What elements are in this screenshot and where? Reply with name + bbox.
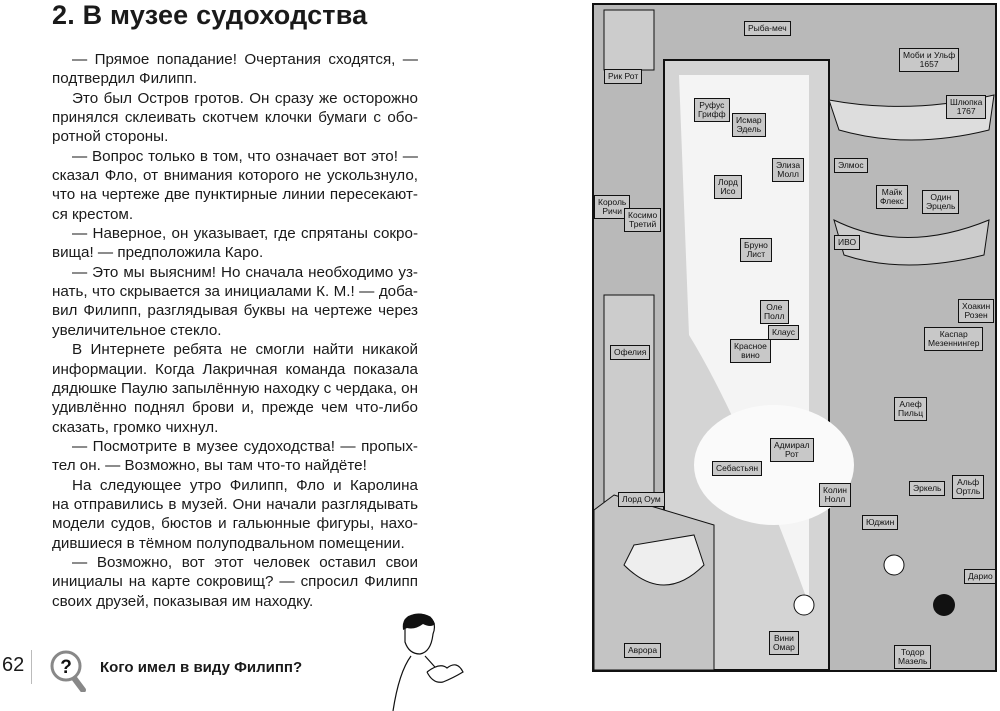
label-eliza: Элиза Молл [772, 158, 804, 182]
page-number: 62 [2, 654, 25, 676]
text-line: нать, что скрывается за инициалами К. М.! — доба- [52, 283, 418, 301]
text-line: своих друзей, показывая им находку. [52, 592, 314, 610]
label-ivo: ИВО [834, 235, 860, 250]
text-line: — Посмотрите в музее судоходства! — пропых- [72, 437, 418, 455]
question-text: Кого имел в виду Филипп? [100, 659, 303, 676]
boy-with-bird-drawing [385, 612, 465, 711]
chapter-title: 2. В музее судоходства [52, 0, 368, 30]
label-klaus: Клаус [768, 325, 799, 340]
label-avrora: Аврора [624, 643, 661, 658]
text-line: удивлённо поднял брови и, прежде чем что-либо [52, 399, 418, 417]
label-rick-rot: Рик Рот [604, 69, 642, 84]
magnifier-question-icon [50, 650, 86, 692]
text-line: — Наверное, он указывает, где спрятаны сокро- [72, 225, 418, 243]
text-line: На следующее утро Филипп, Фло и Каролина [72, 476, 418, 494]
text-line: вил Филипп, разглядывая буквы на чертеже через [52, 302, 418, 320]
text-line: что на чертеже две пунктирные линии пересекают- [52, 186, 418, 204]
label-ofelia: Офелия [610, 345, 650, 360]
text-line: инициалы на карте сокровищ? — спросил Филипп [52, 573, 418, 591]
label-vini: Вини Омар [769, 631, 799, 655]
label-alef: Алеф Пильц [894, 397, 927, 421]
text-line: ся крестом. [52, 205, 134, 223]
text-line: вища! — предположила Каро. [52, 244, 264, 262]
label-king: Король Ричи [594, 195, 630, 219]
label-erkel: Эркель [909, 481, 945, 496]
body-text [52, 50, 418, 611]
label-kolin: Колин Нолл [819, 483, 851, 507]
label-admiral: Адмирал Рот [770, 438, 814, 462]
label-ismar: Исмар Эдель [732, 113, 766, 137]
text-line: — Прямое попадание! Очертания сходятся, — [72, 51, 418, 68]
label-mike: Майк Флекс [876, 185, 908, 209]
text-line: дившиеся в тёмном полуподвальном помещении. [52, 534, 405, 552]
label-hoakin: Хоакин Розен [958, 299, 994, 323]
label-dario: Дарио [964, 569, 997, 584]
label-swordfish: Рыба-меч [744, 21, 791, 36]
text-line: дядюшке Паулю запылённую находку с чердака, он [52, 379, 418, 397]
divider [31, 650, 32, 684]
label-eugene: Юджин [862, 515, 898, 530]
svg-text:?: ? [60, 657, 72, 678]
text-line: информации. Когда Лакричная команда показала [52, 360, 418, 378]
label-ole: Оле Полл [760, 300, 789, 324]
label-rufus: Руфус Грифф [694, 98, 730, 122]
label-kaspar: Каспар Мезеннингер [924, 327, 983, 351]
label-todor: Тодор Мазель [894, 645, 931, 669]
label-bruno: Бруно Лист [740, 238, 772, 262]
text-line: модели судов, бюстов и гальюнные фигуры, нахо- [52, 515, 418, 533]
label-elmos: Элмос [834, 158, 868, 173]
label-moby-ulf: Моби и Ульф 1657 [899, 48, 959, 72]
label-lord-iso: Лорд Исо [714, 175, 742, 199]
text-line: на отправились в музей. Они начали разглядывать [52, 495, 418, 513]
museum-illustration [592, 3, 997, 672]
text-line: тел он. — Возможно, вы там что-то найдёте! [52, 457, 367, 475]
text-line: — Это мы выясним! Но сначала необходимо уз- [72, 263, 418, 281]
label-sebastian: Себастьян [712, 461, 762, 476]
label-odin: Один Эрцель [922, 190, 959, 214]
text-line: увеличительное стекло. [52, 321, 222, 339]
text-line: подтвердил Филипп. [52, 70, 198, 88]
text-line: сказал Фло, от внимания которого не ускользнуло, [52, 167, 418, 185]
label-lord-oum: Лорд Оум [618, 492, 665, 507]
label-alf: Альф Ортль [952, 475, 984, 499]
text-line: сказать, громко чихнул. [52, 418, 219, 436]
label-cosimo: Косимо Третий [624, 208, 661, 232]
text-line: принялся склеивать скотчем клочки бумаги с обо- [52, 109, 418, 127]
label-red-wine: Красное вино [730, 339, 771, 363]
text-line: — Вопрос только в том, что означает вот это! — [72, 147, 418, 165]
text-line: — Возможно, вот этот человек оставил свои [72, 553, 418, 571]
text-line: В Интернете ребята не смогли найти никакой [72, 341, 418, 359]
label-boat: Шлюпка 1767 [946, 95, 986, 119]
text-line: ротной стороны. [52, 128, 169, 146]
text-line: Это был Остров гротов. Он сразу же осторожно [72, 89, 418, 107]
